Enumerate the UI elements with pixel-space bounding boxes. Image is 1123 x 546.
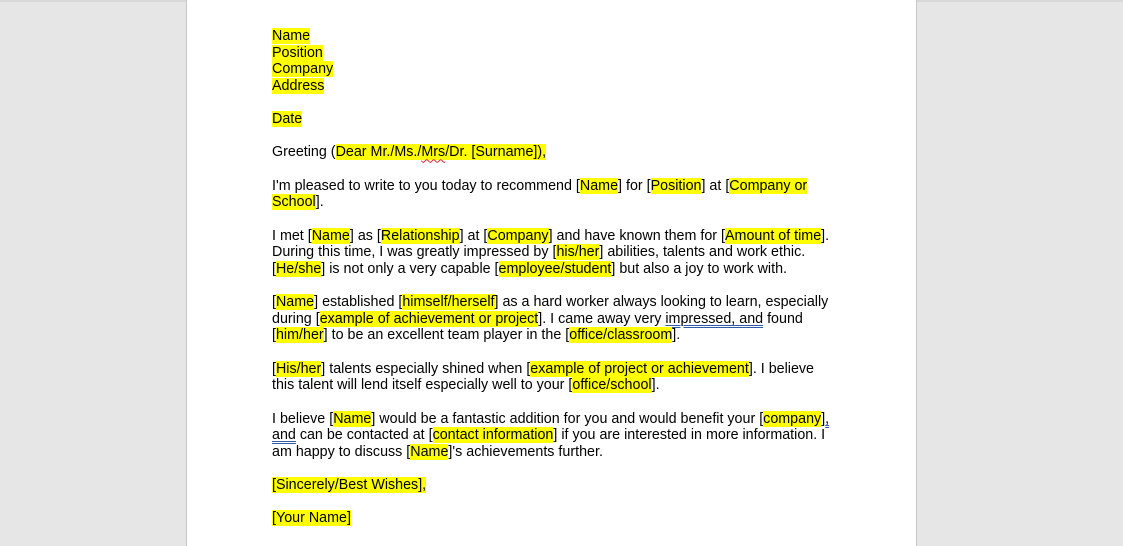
greeting-line xyxy=(272,144,852,161)
header-position: Position xyxy=(272,44,323,61)
header-date-line xyxy=(272,111,852,128)
paragraph-2-line-3: [He/she] is not only a very capable [employee/student] but also a joy to work with. xyxy=(272,260,788,277)
header-company-line xyxy=(272,61,852,78)
paragraph-5-line-1: I believe [Name] would be a fantastic addition for you and would benefit your [company], xyxy=(272,410,830,427)
paragraph-5-line-3: am happy to discuss [Name]'s achievements further. xyxy=(272,443,603,460)
greeting-label: Greeting ( xyxy=(272,144,336,161)
closing-placeholder: [Sincerely/Best Wishes], xyxy=(272,477,427,494)
placeholder-company: Company xyxy=(487,227,549,244)
placeholder-school: School xyxy=(272,194,316,211)
placeholder-company: company xyxy=(763,410,822,427)
placeholder-employee-student: employee/student xyxy=(498,260,612,277)
grammar-mark-impressed: impressed, and xyxy=(665,310,764,327)
placeholder-contact-information: contact information xyxy=(432,427,554,444)
placeholder-him-her: him/her xyxy=(275,327,324,344)
placeholder-name: Name xyxy=(311,227,350,244)
grammar-mark-and: and xyxy=(272,427,296,444)
placeholder-his-her: His/her xyxy=(275,360,322,377)
placeholder-his-her: his/her xyxy=(556,244,600,261)
greeting-salutation: Dear Mr./Ms./Mrs/Dr. [Surname]), xyxy=(335,144,547,161)
paragraph-5-line-2: and can be contacted at [contact information] if you are interested in more information. I xyxy=(272,427,826,444)
placeholder-name: Name xyxy=(410,443,449,460)
header-name-line xyxy=(272,28,852,45)
letter-body[interactable] xyxy=(272,28,852,527)
paragraph-2-line-1: I met [Name] as [Relationship] at [Company] and have known them for [Amount of time]. xyxy=(272,227,830,244)
header-date: Date xyxy=(272,111,303,128)
placeholder-company-or-school: Company or xyxy=(729,177,808,194)
paragraph-1-line-1: I'm pleased to write to you today to recommend [Name] for [Position] at [Company or xyxy=(272,177,808,194)
placeholder-office-classroom: office/classroom xyxy=(569,327,673,344)
grammar-mark-comma: , xyxy=(825,410,830,427)
signature-placeholder: [Your Name] xyxy=(272,510,351,527)
placeholder-example-of-project: example of project or achievement xyxy=(530,360,749,377)
placeholder-position: Position xyxy=(650,177,702,194)
header-position-line xyxy=(272,45,852,62)
spelling-mark-mrs: Mrs xyxy=(421,144,446,161)
signature-line xyxy=(272,510,852,527)
header-name: Name xyxy=(272,28,311,44)
placeholder-amount-of-time: Amount of time xyxy=(725,227,822,244)
placeholder-he-she: He/she xyxy=(275,260,322,277)
paragraph-3-line-2: during [example of achievement or project]. I came away very impressed, and found xyxy=(272,310,803,327)
paragraph-3-line-3: [him/her] to be an excellent team player in the [office/classroom]. xyxy=(272,327,681,344)
placeholder-himself-herself: himself/herself xyxy=(402,294,495,311)
placeholder-name: Name xyxy=(275,294,315,311)
header-address-line xyxy=(272,78,852,95)
header-address: Address xyxy=(272,78,325,95)
closing-line xyxy=(272,477,852,494)
paragraph-4-line-1: [His/her] talents especially shined when [example of project or achievement]. I believe xyxy=(272,360,815,377)
placeholder-name: Name xyxy=(333,410,372,427)
placeholder-name: Name xyxy=(579,177,619,194)
paragraph-1-line-2: School]. xyxy=(272,194,324,211)
paragraph-4-line-2: this talent will lend itself especially well to your [office/school]. xyxy=(272,377,660,394)
placeholder-relationship: Relationship xyxy=(380,227,460,244)
paragraph-2-line-2: During this time, I was greatly impressed by [his/her] abilities, talents and work ethic. xyxy=(272,244,806,261)
header-company: Company xyxy=(272,61,334,78)
placeholder-office-school: office/school xyxy=(572,377,652,394)
placeholder-example-of-achievement: example of achievement or project xyxy=(319,310,539,327)
document-page[interactable] xyxy=(186,0,917,546)
paragraph-3-line-1: [Name] established [himself/herself] as a hard worker always looking to learn, especially xyxy=(272,294,829,311)
